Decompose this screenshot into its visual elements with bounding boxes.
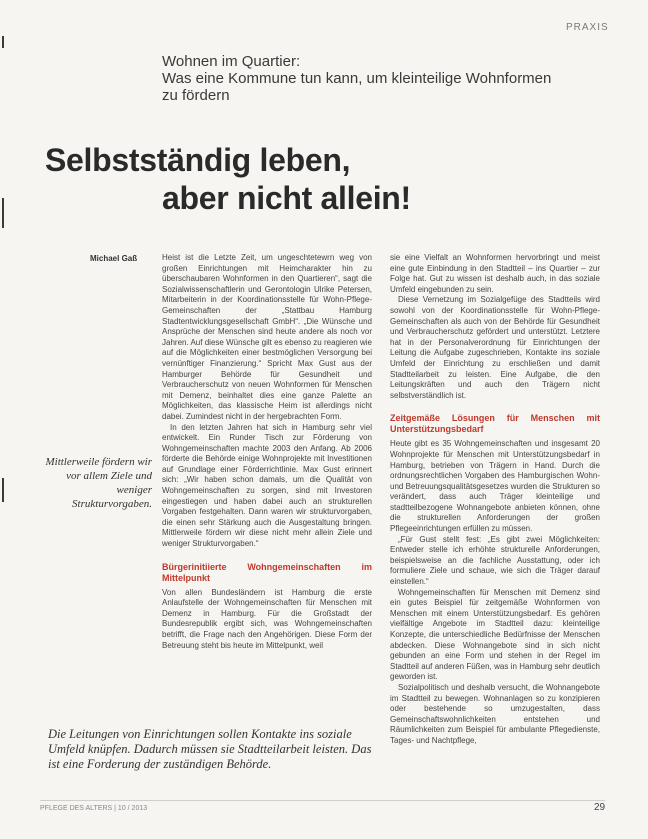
deck-line: Wohnen im Quartier: <box>162 53 301 70</box>
subheading: Bürgerinitiierte Wohngemeinschaften im Mittelpunkt <box>162 561 372 583</box>
deck-line: Was eine Kommune tun kann, um kleinteilige Wohnformen <box>162 70 552 87</box>
paragraph: Heist ist die Letzte Zeit, um ungeschtetewrn weg von großen Einrichtungen mit Heimcharakter hin zu überschaubaren Wohnformen in den Quartieren“, sagt die Sozialwissenschaftlerin und Gerontologin Ulrike Petersen, Mitarbeiterin in der Koordinationsstelle für Wohn-Pflege-Gemeinschaften der „Stattbau Hamburg Stadtentwicklungsgesellschaft GmbH“. „Die Wünsche und Ansprüche der Menschen sind heute andere als noch vor Jahren. Auf diese Wünsche gilt es ebenso zu reagieren wie auf die Möglichkeiten einer bestmöglichen Versorgung bei vernünftiger Finanzierung.“ Spricht Max Gust aus der Hamburger Behörde für Gesundheit und Verbraucherschutz von neuen Wohnformen für Menschen mit Demenz, beinhaltet dies eine ganze Palette an Möglichkeiten, das klassische Heim ist allerdings nicht dabei. Zumindest nicht in der hergebrachten Form. <box>162 253 372 421</box>
author-name: Michael Gaß <box>90 254 138 263</box>
paragraph: Wohngemeinschaften für Menschen mit Demenz sind ein gutes Beispiel für zeitgemäße Wohnformen von Menschen mit einem Unterstützungsbedarf. Es gehören vielfältige Angebote im Stadtteil dazu: kleinteilige Konzepte, die unterschiedliche Bedürfnisse der Menschen abdecken. Diese Wohnangebote sind in sich nicht gebunden an eine Form und stehen in der Regel im Stadtteil auf anderen Füßen, was in Hamburg sehr deutlich geworden ist. <box>390 587 600 682</box>
section-tag: PRAXIS <box>566 22 609 33</box>
article-column-2 <box>390 253 600 747</box>
headline-line: Selbstständig leben, <box>45 142 351 178</box>
pull-quote: Mittlerweile fördern wir vor allem Ziele und weniger Strukturvorgaben. <box>45 456 152 510</box>
deck-line: zu fördern <box>162 87 230 104</box>
paragraph: „Für Gust stellt fest: „Es gibt zwei Möglichkeiten: Entweder stelle ich erhöhte strukturelle Anforderungen, beispielsweise an die fachliche Ausstattung, oder ich formuliere Ziele und schaue, wie sich die Träger darauf einstellen.“ <box>390 534 600 587</box>
paragraph: Von allen Bundesländern ist Hamburg die erste Anlaufstelle der Wohngemeinschaften für Menschen mit Demenz in Hamburg. Für die Großstadt der Bundesrepublik ergibt sich, was Wohngemeinschaften betrifft, die Frage nach den Angehörigen. Diese Form der Betreuung steht bis heute im Mittelpunkt, weil <box>162 587 372 650</box>
paragraph: Sozialpolitisch und deshalb versucht, die Wohnangebote im Stadtteil zu bewegen. Wohnanlagen so zu konzipieren oder bestehende so umzugestalten, dass Gemeinschaftswohnlichkeiten entstehen und Räumlichkeiten zum Beispiel für ambulante Pflegedienste, Tages- und Nachtpflege, <box>390 682 600 745</box>
article-deck <box>162 53 622 104</box>
paragraph: In den letzten Jahren hat sich in Hamburg sehr viel entwickelt. Ein Runder Tisch zur Förderung von Wohngemeinschaften machte 2003 den Anfang. Ab 2006 förderte die Behörde einige Wohnprojekte mit Investitionen auf Grundlage einer Förderrichtlinie. Max Gust erinnert sich: „Wir haben schon damals, um die Qualität von Wohngemeinschaften zu sorgen, sind mit Investoren eingestiegen und haben dabei auch an strukturellen Vorgaben festgehalten. Dann waren wir strukturvorgaben, die einen sehr Stärkung auch die Ausgestaltung bringen. Mittlerweile fördern wir diese nicht mehr allein Ziele und weniger Strukturvorgaben.“ <box>162 422 372 549</box>
footer-divider <box>40 800 605 801</box>
page-number: 29 <box>594 802 606 813</box>
footer-publication: PFLEGE DES ALTERS | 10 / 2013 <box>40 805 148 812</box>
margin-mark <box>2 36 4 48</box>
paragraph: Heute gibt es 35 Wohngemeinschaften und insgesamt 20 Wohnprojekte für Menschen mit Unterstützungsbedarf in Hamburg, betrieben von Trägern in Hand. Durch die ordnungsrechtlichen Vorgaben des Hamburgischen Wohn- und Betreuungsqualitätsgesetzes wurden die Strukturen so verändert, dass auch Träger kleinteilige und stadtteilbezogene Wohnangebote anbieten können, ohne die strukturellen Anforderungen der großen Pflegeeinrichtungen erfüllen zu müssen. <box>390 439 600 534</box>
article-column-1 <box>162 253 372 651</box>
highlight-quote: Die Leitungen von Einrichtungen sollen Kontakte ins soziale Umfeld knüpfen. Dadurch müssen sie Stadtteilarbeit leisten. Das ist eine Forderung der zuständigen Behörde. <box>48 727 372 771</box>
subheading: Zeitgemäße Lösungen für Menschen mit Unterstützungsbedarf <box>390 413 600 435</box>
headline-line: aber nicht allein! <box>162 180 411 216</box>
paragraph: Diese Vernetzung im Sozialgefüge des Stadtteils wird sowohl von der Koordinationsstelle für Wohn-Pflege-Gemeinschaften als auch von der Behörde für Gesundheit und Verbraucherschutz gefördert und unterstützt. Letztere hat in der Personalverordnung für Einrichtungen der Leitung die Aufgabe zugeschrieben, Kontakte ins soziale Umfeld der Einrichtung zu erschließen und damit Stadtteilarbeit zu leisten. Eine Aufgabe, die den Leitungskräften und auch den Trägern nicht selbstverständlich ist. <box>390 295 600 400</box>
margin-mark <box>2 478 4 502</box>
headline <box>45 141 625 217</box>
paragraph: sie eine Vielfalt an Wohnformen hervorbringt und meist eine gute Einbindung in den Stadtteil – ins Quartier – zur Folge hat. Gut zu wissen ist deshalb auch, in das soziale Umfeld eingebunden zu sein. <box>390 253 600 294</box>
margin-mark <box>2 198 4 228</box>
